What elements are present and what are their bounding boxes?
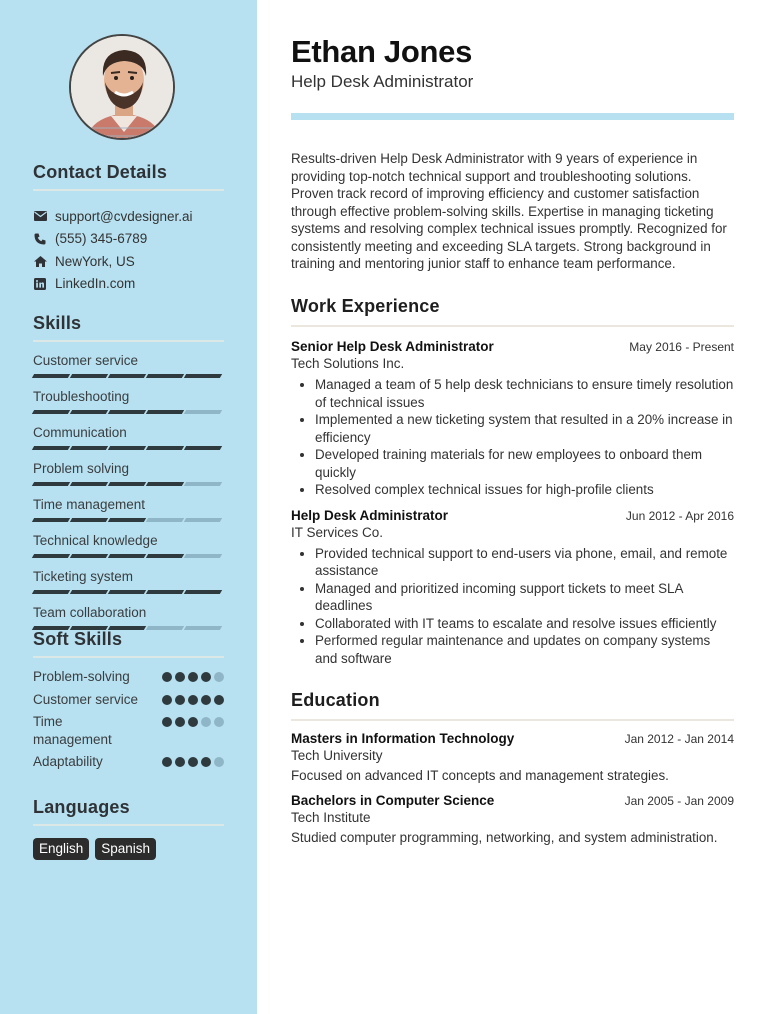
skill-label: Technical knowledge — [33, 533, 158, 548]
skill-level-segment — [108, 590, 146, 594]
rating-dot — [188, 717, 198, 727]
skill-level-segment — [146, 374, 184, 378]
contact-linkedin[interactable] — [33, 273, 224, 296]
skill-level-segment — [184, 410, 222, 414]
skill-level-segment — [70, 374, 108, 378]
job-bullet: • Collaborated with IT teams to escalate and resolve issues efficiently — [315, 615, 734, 633]
rating-dot — [214, 672, 224, 682]
skill-level-bar — [33, 482, 224, 486]
skill-level-segment — [70, 482, 108, 486]
skill-level-segment — [70, 518, 108, 522]
education-description: Focused on advanced IT concepts and management strategies. — [291, 768, 669, 783]
skill-level-segment — [184, 554, 222, 558]
education-heading: Education — [291, 690, 380, 710]
education-description: Studied computer programming, networking, and system administration. — [291, 830, 718, 845]
soft-skills-heading: Soft Skills — [33, 629, 123, 649]
soft-skill-item — [33, 753, 224, 771]
skill-level-segment — [70, 410, 108, 414]
rating-dot — [214, 757, 224, 767]
skill-level-segment — [184, 374, 222, 378]
education-section — [291, 690, 734, 845]
soft-skill-rating — [162, 717, 224, 727]
skill-label: Customer service — [33, 353, 139, 368]
contact-heading: Contact Details — [33, 162, 168, 182]
skill-item — [33, 496, 224, 522]
languages-section — [33, 797, 224, 860]
summary: Results-driven Help Desk Administrator with 9 years of experience in providing top-notch technical support and troubleshooting solutions. Proven track record of improving efficiency and customer satisfaction through effective problem-solving skills. Expertise in managing ticketing systems and resolving complex technical issues promptly. Recognized for consistently meeting and exceeding SLA targets. Strong background in training and mentoring junior staff to enhance team performance. — [291, 151, 727, 271]
skill-level-segment — [184, 590, 222, 594]
education-entry — [291, 731, 734, 783]
contact-phone[interactable] — [33, 228, 224, 251]
contact-location-text: NewYork, US — [55, 253, 135, 269]
skill-level-bar — [33, 446, 224, 450]
skill-label: Problem solving — [33, 461, 130, 476]
divider — [33, 189, 224, 191]
skill-item — [33, 388, 224, 414]
soft-skill-item — [33, 713, 224, 748]
degree-title: Bachelors in Computer Science — [291, 793, 495, 808]
divider — [291, 719, 734, 721]
language-badge: English — [33, 838, 89, 860]
rating-dot — [175, 757, 185, 767]
skill-level-segment — [146, 590, 184, 594]
phone-icon — [33, 232, 47, 246]
skill-level-bar — [33, 590, 224, 594]
soft-skill-label: Problem-solving — [33, 669, 130, 684]
skill-level-segment — [32, 374, 70, 378]
skill-level-segment — [146, 554, 184, 558]
rating-dot — [201, 717, 211, 727]
skill-level-segment — [70, 590, 108, 594]
skill-level-segment — [184, 518, 222, 522]
skill-level-segment — [108, 374, 146, 378]
linkedin-icon — [33, 277, 47, 291]
skill-item — [33, 604, 224, 630]
work-heading: Work Experience — [291, 296, 440, 316]
skill-level-segment — [70, 554, 108, 558]
rating-dot — [175, 672, 185, 682]
soft-skill-item — [33, 691, 224, 709]
job-bullet: • Provided technical support to end-users via phone, email, and remote assistance — [315, 545, 734, 580]
soft-skill-label: Customer service — [33, 691, 139, 707]
soft-skill-rating — [162, 757, 224, 767]
skill-level-segment — [70, 446, 108, 450]
skill-label: Time management — [33, 497, 146, 512]
soft-skill-rating — [162, 695, 224, 705]
rating-dot — [201, 672, 211, 682]
rating-dot — [201, 757, 211, 767]
home-icon — [33, 254, 47, 268]
contact-email-text: support@cvdesigner.ai — [55, 208, 193, 224]
skill-item — [33, 424, 224, 450]
skill-level-segment — [146, 446, 184, 450]
rating-dot — [188, 757, 198, 767]
school-name: Tech University — [291, 748, 383, 763]
skill-level-segment — [108, 482, 146, 486]
skill-level-segment — [184, 446, 222, 450]
rating-dot — [201, 695, 211, 705]
skill-item — [33, 532, 224, 558]
education-date: Jan 2005 - Jan 2009 — [624, 794, 734, 808]
job-bullet: • Managed and prioritized incoming support tickets to meet SLA deadlines — [315, 580, 734, 615]
education-entry — [291, 793, 734, 845]
degree-title: Masters in Information Technology — [291, 731, 515, 746]
skill-item — [33, 568, 224, 594]
skill-level-segment — [32, 590, 70, 594]
contact-phone-text: (555) 345-6789 — [55, 231, 148, 247]
soft-skill-label: Time management — [33, 714, 112, 747]
skill-level-segment — [108, 518, 146, 522]
rating-dot — [214, 695, 224, 705]
rating-dot — [162, 695, 172, 705]
job-title: Help Desk Administrator — [291, 507, 449, 523]
job-title: Senior Help Desk Administrator — [291, 339, 494, 354]
skill-level-segment — [32, 554, 70, 558]
skills-heading: Skills — [33, 313, 82, 333]
soft-skill-label: Adaptability — [33, 754, 103, 769]
email-icon — [33, 209, 47, 223]
skills-section — [33, 313, 224, 640]
work-section — [291, 296, 734, 667]
job-company: IT Services Co. — [291, 524, 384, 540]
soft-skill-item — [33, 668, 224, 686]
skill-level-segment — [32, 482, 70, 486]
skill-label: Communication — [33, 425, 127, 440]
education-date: Jan 2012 - Jan 2014 — [624, 732, 734, 746]
job-date: May 2016 - Present — [629, 340, 734, 354]
candidate-name: Ethan Jones — [291, 34, 473, 69]
soft-skills-section — [33, 629, 224, 776]
skill-level-segment — [108, 410, 146, 414]
job-bullet: • Performed regular maintenance and updates on company systems and software — [315, 632, 734, 667]
rating-dot — [162, 717, 172, 727]
contact-email[interactable] — [33, 205, 224, 228]
accent-bar — [291, 113, 734, 120]
rating-dot — [162, 757, 172, 767]
skill-level-segment — [146, 410, 184, 414]
rating-dot — [214, 717, 224, 727]
skill-level-segment — [146, 518, 184, 522]
rating-dot — [162, 672, 172, 682]
job-entry — [291, 508, 734, 668]
skill-item — [33, 352, 224, 378]
contact-section — [33, 162, 224, 295]
skill-level-bar — [33, 518, 224, 522]
skill-level-bar — [33, 410, 224, 414]
job-bullet: • Implemented a new ticketing system that resulted in a 20% increase in efficiency — [315, 411, 734, 446]
candidate-title: Help Desk Administrator — [291, 72, 474, 91]
rating-dot — [188, 672, 198, 682]
skill-level-segment — [32, 410, 70, 414]
skill-label: Team collaboration — [33, 605, 147, 620]
skill-level-segment — [146, 482, 184, 486]
contact-linkedin-text: LinkedIn.com — [55, 276, 136, 292]
job-date: Jun 2012 - Apr 2016 — [625, 508, 734, 523]
languages-heading: Languages — [33, 797, 130, 817]
soft-skill-rating — [162, 672, 224, 682]
job-bullet: • Managed a team of 5 help desk technicians to ensure timely resolution of technical issues — [315, 376, 734, 411]
skill-level-segment — [184, 482, 222, 486]
divider — [33, 824, 224, 826]
language-badge: Spanish — [95, 838, 156, 860]
rating-dot — [188, 695, 198, 705]
skill-level-bar — [33, 374, 224, 378]
rating-dot — [175, 717, 185, 727]
school-name: Tech Institute — [291, 810, 371, 825]
job-bullet: • Resolved complex technical issues for high-profile clients — [315, 481, 734, 499]
skill-level-segment — [32, 446, 70, 450]
avatar — [69, 34, 175, 140]
skill-label: Troubleshooting — [33, 389, 130, 404]
job-entry — [291, 339, 734, 499]
skill-level-segment — [108, 446, 146, 450]
main-content — [257, 0, 768, 1014]
skill-level-bar — [33, 554, 224, 558]
job-bullet: • Developed training materials for new employees to onboard them quickly — [315, 446, 734, 481]
skill-level-segment — [32, 518, 70, 522]
job-company: Tech Solutions Inc. — [291, 356, 405, 371]
skill-item — [33, 460, 224, 486]
divider — [291, 325, 734, 327]
divider — [33, 656, 224, 658]
skill-label: Ticketing system — [33, 569, 134, 584]
sidebar — [0, 0, 257, 1014]
divider — [33, 340, 224, 342]
rating-dot — [175, 695, 185, 705]
contact-location — [33, 250, 224, 273]
skill-level-segment — [108, 554, 146, 558]
